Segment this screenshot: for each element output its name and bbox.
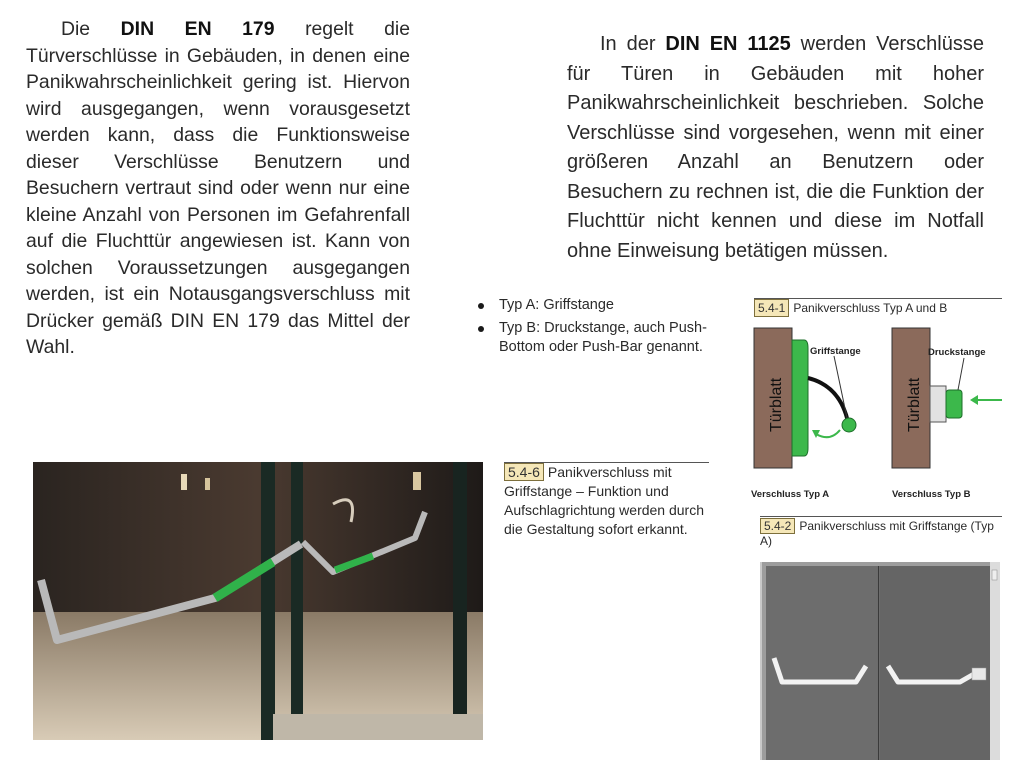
figure-5-4-2-header: [760, 518, 1000, 548]
figure-5-4-2-caption: Panikverschluss mit Griffstange (Typ A): [760, 519, 994, 548]
figure-title: Panikverschluss Typ A und B: [793, 301, 948, 315]
figure-5-4-2-rule: [760, 516, 1002, 517]
figure-5-4-6-text: Panikverschluss mit Griffstange – Funktion und Aufschlagrichtung werden durch die Gestaltung sofort erkannt.: [504, 464, 705, 537]
standard-din-en-179: DIN EN 179: [120, 18, 275, 40]
druckstange-housing: [930, 386, 946, 422]
light-3: [413, 472, 421, 490]
bullet-icon: [478, 303, 484, 309]
floor-edge: [273, 714, 483, 740]
label-griffstange: Griffstange: [810, 346, 861, 357]
panic-bar-right-case: [972, 668, 986, 680]
door-leaf-a-label: Türblatt: [768, 377, 785, 432]
list-item: [478, 296, 748, 315]
door-frame-left: [261, 462, 275, 740]
right-paragraph-prefix: In der: [600, 33, 666, 55]
door-frame-right: [453, 462, 467, 740]
light-1: [181, 474, 187, 490]
left-paragraph-text: regelt die Türverschlüsse in Gebäuden, in denen eine Panikwahrscheinlichkeit gering ist. Hiervon wird ausgegangen, wenn vorausgesetzt werden kann, dass die Funktionsweise dieser Verschlüsse Benutzern und Besuchern vertraut sind oder wenn nur eine kleine Anzahl von Personen im Gefahrenfall auf die Fluchttür angewiesen ist. Kann von solchen Voraussetzungen ausgegangen werden, ist ein Notausgangsverschluss mit Drücker gemäß DIN EN 179 das Mittel der Wahl.: [26, 18, 411, 358]
right-paragraph: [567, 30, 984, 266]
wall-switch: [992, 570, 997, 580]
left-paragraph-prefix: Die: [61, 18, 121, 40]
figure-5-4-1-rule: [754, 298, 1002, 299]
bullet-list: [478, 296, 748, 357]
door-frame-center: [291, 462, 303, 740]
label-druckstange: Druckstange: [928, 347, 986, 358]
direction-arrow-a: [816, 430, 840, 437]
bullet-icon: [478, 326, 484, 332]
right-paragraph-text: werden Verschlüsse für Türen in Gebäuden mit hoher Panikwahrscheinlichkeit beschrieben. Solche Verschlüsse sind vorgesehen, wenn mit einer größeren Anzahl an Benutzern oder Besuchern zu rechnen ist, die die Funktion der Fluchttür nicht kennen und diese im Notfall ohne Einweisung betätigen müssen.: [567, 33, 984, 262]
figure-5-4-6-caption: [504, 463, 709, 539]
standard-din-en-1125: DIN EN 1125: [665, 33, 791, 55]
panic-lock-diagram: [750, 318, 1010, 478]
caption-type-b: Verschluss Typ B: [892, 489, 971, 500]
caption-type-a: Verschluss Typ A: [751, 489, 830, 500]
list-item: [478, 319, 745, 357]
door-leaf-right: [880, 566, 990, 760]
bullet-type-a: Typ A: Griffstange: [499, 297, 614, 313]
label-leader-b: [958, 358, 964, 390]
figure-number-badge: 5.4-2: [760, 518, 795, 534]
figure-number-badge: 5.4-1: [754, 299, 789, 317]
light-2: [205, 478, 210, 490]
photo-glass-doors: [33, 462, 483, 740]
door-leaf-b-label: Türblatt: [906, 377, 923, 432]
direction-arrow-a-head: [812, 430, 820, 438]
photo-double-door: [760, 562, 1000, 760]
griffstange-bar: [808, 378, 848, 422]
door-leaf-left: [766, 566, 877, 760]
label-leader-a: [834, 356, 847, 418]
figure-number-badge: 5.4-6: [504, 463, 544, 481]
figure-5-4-1-header: [754, 299, 947, 317]
left-paragraph: [26, 16, 410, 361]
griffstange-knob: [842, 418, 856, 432]
wall-right: [990, 562, 1000, 760]
bullet-type-b: Typ B: Druckstange, auch Push-Bottom oder Push-Bar genannt.: [499, 320, 707, 355]
griffstange-mount: [792, 340, 808, 456]
figure-5-4-6-rule: [504, 462, 709, 463]
druckstange-bar: [946, 390, 962, 418]
direction-arrow-b-head: [970, 395, 978, 405]
